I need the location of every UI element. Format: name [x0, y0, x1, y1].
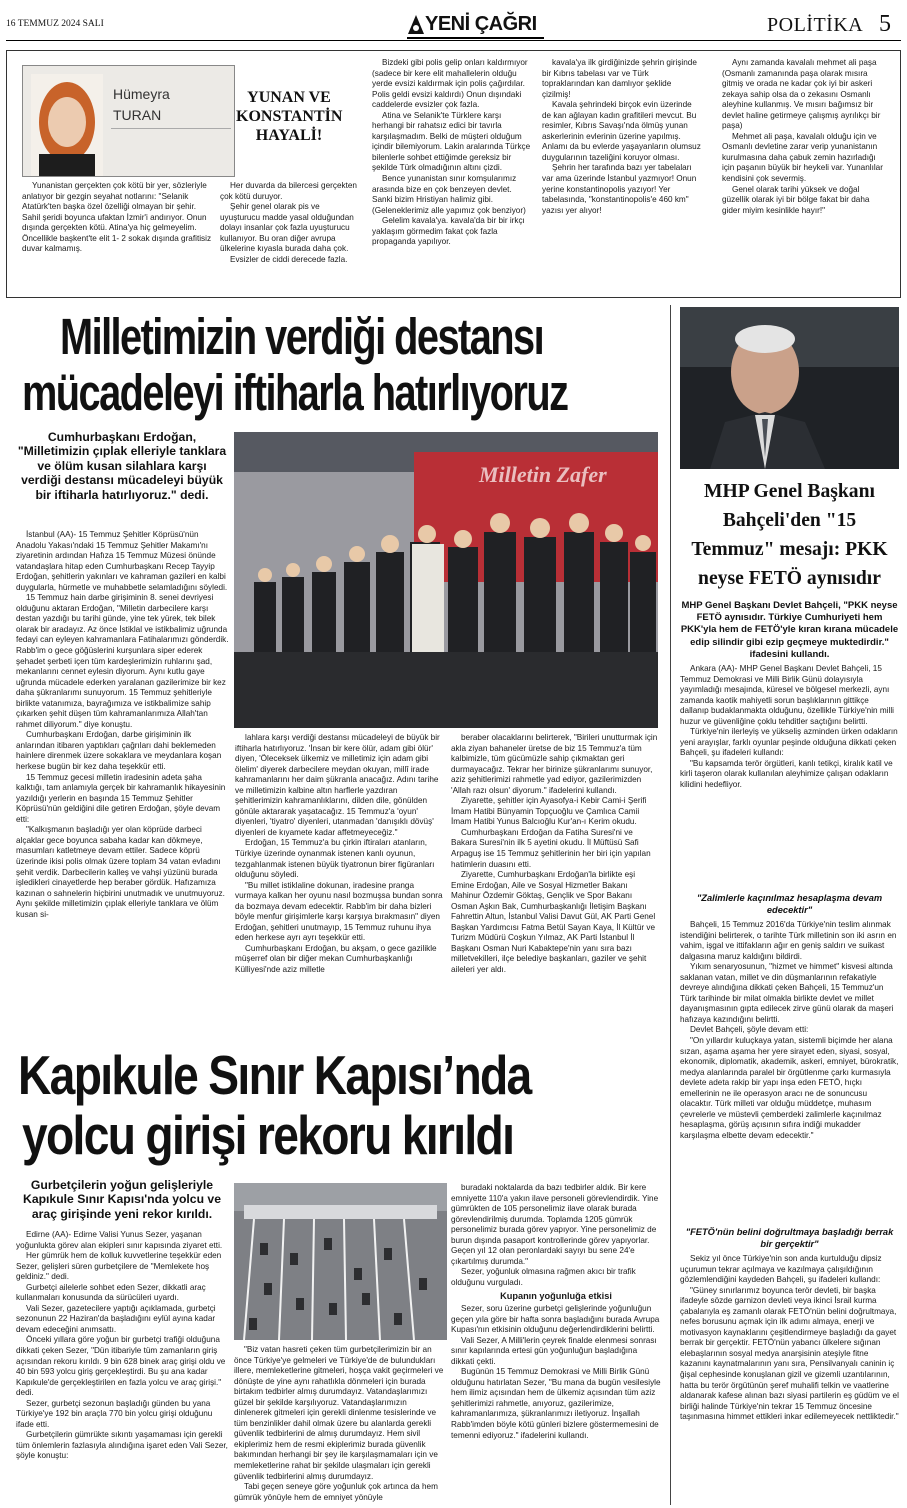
article1-headline-line2: mücadeleyi iftiharla hatırlıyoruz — [22, 364, 568, 421]
author-name-rule — [111, 128, 231, 129]
paragraph: Erdoğan, 15 Temmuz'a bu çirkin iftiraları atanların, Türkiye üzerinde oynanmak istenen kanlı oyunun, tezgahlanmak istenen büyük tiyatronun birer figüranları olduğunu söyledi. — [235, 838, 435, 880]
article2-text-col1 — [16, 1230, 228, 1505]
paragraph: Bahçeli, 15 Temmuz 2016'da Türkiye'nin teslim alınmak istendiğini belirterek, o tarihte Türk milletinin son iki asrın en vahim, işgal ve ittifakların ağır en geniş saldırı ve suikast dalgasına maruz kaldığını bildirdi. — [680, 920, 897, 961]
author-photo-box — [22, 65, 235, 177]
paragraph: Ankara (AA)- MHP Genel Başkanı Devlet Bahçeli, 15 Temmuz Demokrasi ve Milli Birlik Günü dolayısıyla yayımladığı mesajında, küresel ve bölgesel merkezli, aynı zamanda kaotik mahiyetli sorun başlıklarının gittikçe dallanıp budaklanmakta olduğunu, özellikle Türkiye'nin milli huzur ve güvenliğine çoklu tehditler saçtığını belirtti. — [680, 664, 894, 726]
author-first-name: Hümeyra — [113, 86, 170, 102]
paragraph: lahlara karşı verdiği destansı mücadeleyi de büyük bir iftiharla hatırlıyoruz. 'İnsan bir kere ölür, adam gibi ölür' diyen, 'Öleceksek ülkemiz ve milletimiz için adam gibi ölelim' diyerek darbecilere meydan okuyan, millî irade kahramanlarını her daim şükranla anacağız. Adını tarihe ve milletimizin kalbine altın harflerle yazdıran şehitlerimizin kahramanlıklarını, dilden dile, gönülden gönüle aktararak yaşatacağız. 15 Temmuz'a 'oyun' diyenleri, 'tiyatro' diyenleri, utanmadan 'danışıklı dövüş' diyenleri de kıyamete kadar affetmeyeceğiz." — [235, 733, 440, 837]
article3-subhead2: "FETÖ'nün belini doğrultmaya başladığı berrak bir gerçektir" — [685, 1227, 894, 1249]
paragraph: Sezer, gurbetçi sezonun başladığı günden bu yana Türkiye'ye 192 bin araçla 770 bin yolcu girişi olduğunu ifade etti. — [16, 1398, 213, 1429]
article2-deck: Gurbetçilerin yoğun gelişleriyle Kapıkule Sınır Kapısı'nda yolcu ve araç girişinde yeni rekor kırıldı. — [23, 1178, 221, 1221]
paragraph: Tabi geçen seneye göre yoğunluk çok artınca da hem gümrük yönüyle hem de emniyet yönüyle — [234, 1482, 438, 1502]
column-text-col2 — [220, 181, 358, 295]
author-last-name: TURAN — [113, 107, 162, 123]
paragraph: 15 Temmuz hain darbe girişiminin 8. senei devriyesi olduğunu aktaran Erdoğan, "Milletin darbecilere karşı destan yazdığı bu tarihi günde, yine tek yürek, tek bilek olarak bir aradayız. Az önce İstiklal ve istikbalimiz uğrunda fedayi can eyleyen kahramanlara Fatihalarımızı gönderdik. Rabb'im o gece göğüslerini kurşunlara siper ederek şehadet şerbeti içen tüm kardeşlerimizin ruhlarını şad, mekanlarını cennet eylesin diyorum. Aynı kutlu gaye uğrunda mücadele ederken yaralanan gazilerimize bir kez daha şükranlarımı sunuyorum. 15 Temmuz şehitleriyle birlikte vatanımıza, bayrağımıza ve istikbalimize sahip çıkarken şehit düşen tüm kahramanlarımıza Allah'tan rahmet diliyorum." diye konuştu. — [16, 593, 229, 729]
paragraph: Gurbetçilerin gümrükte sıkıntı yaşamaması için gerekli tüm önlemlerin fazlasıyla alındığına işaret eden Vali Sezer, şöyle konuştu: — [16, 1430, 228, 1461]
paragraph: Edirne (AA)- Edirne Valisi Yunus Sezer, yaşanan yoğunlukta görev alan ekipleri sınır kapısında ziyaret etti. — [16, 1230, 223, 1250]
article3-subhead1: "Zalimlerle kaçınılmaz hesaplaşma devam edecektir" — [696, 893, 883, 915]
bahceli-portrait — [680, 307, 899, 469]
column-title: YUNAN VE KONSTANTİN HAYALİ! — [236, 89, 343, 144]
article3-text-body3 — [680, 1254, 899, 1505]
paragraph: Ziyarette, şehitler için Ayasofya-i Kebir Cami-i Şerifi İmam Hatibi Bünyamin Topçuoğlu ve Çamlıca Camii İmam Hatibi Yunus Balcıoğlu Kur'an-ı Kerim okudu. — [451, 796, 647, 827]
article2-subhead: Kupanın yoğunluğa etkisi — [500, 1291, 612, 1302]
paragraph: Şehir genel olarak pis ve uyuşturucu madde yasal olduğundan dolayı insanlar çok fazla uyuşturucu kullanıyor. Bu oran diğer avrupa ülkelerine kıyasla burada daha çok. — [220, 202, 354, 254]
paragraph: Cumhurbaşkanı Erdoğan, darbe girişiminin ilk anlarından itibaren yaptıkları çağrıları dahi beklemeden hainlere direnmek üzere sokaklara ve meydanlara koşan herkese bugün bir kez daha teşekkür etti. — [16, 730, 222, 772]
logo-underline — [407, 37, 544, 39]
column-text-col1 — [22, 181, 216, 295]
article1-text-col2 — [235, 733, 443, 1036]
paragraph: Gelelim kavala'ya. kavala'da bir bir irkçı yaklaşım görmedim fakat çok fazla propaganda yapılıyor. — [372, 216, 525, 247]
article1-text-col1 — [16, 530, 230, 1036]
article3-headline: MHP Genel Başkanı Bahçeli'den "15 Temmuz" mesajı: PKK neyse FETÖ aynısıdır — [691, 481, 888, 589]
paragraph: "Bu kapsamda terör örgütleri, kanlı tetikçi, kiralık katil ve kirli taşeron olarak kullanılan aleyhimize çalışan odakların kilidini hedefliyor. — [680, 758, 893, 790]
article2-photo — [234, 1183, 447, 1340]
column-text-col4 — [542, 58, 702, 295]
paragraph: Devlet Bahçeli, şöyle devam etti: — [690, 1025, 809, 1035]
column-text-col5 — [722, 58, 886, 295]
column-text-col3 — [372, 58, 532, 295]
paragraph: Şehrin her tarafında bazı yer tabelaları var ama üzerinde İstanbul yazmıyor! Onun yerine konstantinopolis yazıyor! Yer tabelasında, "konstantinopolis'e 460 km" yazısı yer alıyor! — [542, 163, 697, 215]
header-rule — [6, 40, 901, 41]
paragraph: Cumhurbaşkanı Erdoğan da Fatiha Suresi'ni ve Bakara Suresi'nin ilk 5 ayetini okudu. İl Müftüsü Safi Arpaguş ise 15 Temmuz şehitlerinin her biri için yapılan hatimlerin duasını etti. — [451, 827, 651, 869]
article1-headline-line1: Milletimizin verdiği destansı — [60, 308, 544, 365]
border-gate-photo — [234, 1183, 447, 1340]
paragraph: Sezer, yoğunluk olmasına rağmen akıcı bir trafik olduğunu vurguladı. — [451, 1267, 636, 1287]
paragraph: Atina ve Selanik'te Türklere karşı herhangi bir rahatsız edici bir tavırla karşılaşmadım. Belki de müşteri olduğum içindir bilemiyorum. Lakin aralarında Türkçe bilenlerle sohbet ettiğimde gereksiz bir şekilde Türk olmadığının altını çizdi. — [372, 110, 531, 173]
paragraph: Türkiye'nin ilerleyiş ve yükseliş azminden ürken odakların yeni arayışlar, farklı oyunlar peşinde olduğuna dikkati çeken Bahçeli, şu ifadeleri kullandı: — [680, 727, 898, 758]
article1-deck: Cumhurbaşkanı Erdoğan, "Milletimizin çıplak elleriyle tanklara ve ölüm kusan silahlara karşı verdiği destansı mücadeleyi büyük bir iftiharla hatırlıyoruz." dedi. — [17, 430, 227, 502]
paragraph: Evsizler de ciddi derecede fazla. — [230, 254, 348, 264]
paragraph: Önceki yıllara göre yoğun bir gurbetçi trafiği olduğuna dikkati çeken Sezer, "Dün itibariyle tüm zamanların giriş açısından rekoru kırıldı. 9 bin 628 binek araç girişi oldu ve 40 bin 593 yolcu giriş gerçekleştirdi. Bu şu ana kadar Kapıkule'de gerçekleştirilen en fazla yolcu ve araç girişi." dedi. — [16, 1335, 226, 1398]
paragraph: Yıkım senaryosunun, "hizmet ve himmet" kisvesi altında saklanan vatan, millet ve din düşmanlarının refakatiyle devreye alındığına dikkati çeken Bahçeli, 15 Temmuz'un Türk tarihinde bir milat olmakla birlikte devlet ve millet dayanışmasının gıpta edilecek zirve günü olarak da maşeri hafızaya kazındığını belirtti. — [680, 962, 894, 1024]
paragraph: Aynı zamanda kavalalı mehmet ali paşa (Osmanlı zamanında paşa olarak mısıra gitmiş ve orada ne kadar çok iyi bir askeri zekaya sahip olsa da o zekasını Osmanlı aleyhine kullanmış. Ve mısırı bağımsız bir devlet haline getirmeye çalışmış ayrılıkçı bir paşa) — [722, 58, 881, 131]
article3-divider — [670, 305, 671, 1505]
article1-text-col3 — [451, 733, 659, 1036]
paragraph: "Güney sınırlarımız boyunca terör devleti, bir başka ifadeyle sözde garnizon devleti veya ikinci İsrail kurma çabalarıyla eş zamanlı olarak FETÖ'nün belini doğrultmaya, nefes borusunu açmak için ilk adımı almaya, enerji ve motivasyon kaynaklarını çeşitlendirmeye başladığı da gayet berrak bir gerçektir. FETÖ'nün yabancı ülkelere sığınan elebaşlarının sosyal medya anarşisinin ateşiyle fitne kazanını kaynatmalarının yanı sıra, Pensilvanyalı caninin iç ğişal cephesinde konuşlanan gizil ve gizemli uzantılarının, hatta bu terör örgütünün şeref muhalifi telkin ve vaatlerine aldanarak kafese alınan bazı siyasi partilerin eş güdüm ve el birliği halinde Türkiye'nin tekrar 15 Temmuz öncesine taşınmasına himmet ettikleri inkar edilemeyecek nettliktedir." — [680, 1285, 899, 1422]
paragraph: İstanbul (AA)- 15 Temmuz Şehitler Köprüsü'nün Anadolu Yakası'ndaki 15 Temmuz Şehitler Makamı'nı ziyaretinin ardından Hafıza 15 Temmuz Müzesi önünde vatandaşlara hitap eden Cumhurbaşkanı Recep Tayyip Erdoğan, şehitlerin yakınları ve kahraman gazileri en kalbi duygularla, hürmetle ve muhabbetle selamladığını söyledi. — [16, 530, 228, 592]
paragraph: "Bu millet istiklaline dokunan, iradesine pranga vurmaya kalkan her oyunu nasıl bozmuşsa bundan sonra da bozmaya devam edecektir. Rabb'im bir daha bizleri böyle menfur girişimlerle karşı karşıya bırakmasın" diyen Erdoğan, şehitleri unutmayıp, 15 Temmuz ruhunu ihya eden herkese ayrı ayrı teşekkür etti. — [235, 880, 443, 943]
paragraph: Bizdeki gibi polis gelip onları kaldırmıyor (sadece bir kere elit mahallelerin olduğu yerde evsizi kaldırmak için polis çağırdılar. Polis geldi evsizi kaldırdı) Onun dışındaki caddelerde evsizler çok fazla. — [372, 58, 528, 110]
paragraph: "Kalkışmanın başladığı yer olan köprüde darbeci alçaklar gece boyunca sabaha kadar kan dökmeye, masumları katletmeye devam ettiler. Sadece köprü üzerinde ikisi polis olmak üzere toplam 34 vatan evladını şehit verdik. Darbecilerin kalleş ve vahşi yüzünü burada işledikleri cinayetlerde hep beraber gördük. Hafızamıza kazınan o sahnelerin hiçbirini unutmadık ve unutmuyoruz. Aynı şekilde milletimizin çıplak elleriyle tanklara ve ölüm kusan si- — [16, 825, 225, 919]
paragraph: Her duvarda da bilercesi gerçekten çok kötü duruyor. — [220, 181, 357, 201]
article2-headline-line2: yolcu girişi rekoru kırıldı — [22, 1104, 514, 1166]
paragraph: 15 Temmuz gecesi milletin iradesinin adeta şaha kalktığı, tam anlamıyla gerçek bir kahramanlık hikayesinin yazıldığı yerlerin en başında 15 Temmuz Şehitler Köprüsü'nün geldiğini dile getiren Erdoğan, şöyle devam etti: — [16, 772, 226, 824]
article2-text-col3 — [451, 1183, 661, 1505]
paragraph: Vali Sezer, A Milli'lerin çeyrek finalde elenmesi sonrası sınır kapılarında ertesi gün yoğunluğun başladığına dikkati çekti. — [451, 1335, 657, 1366]
paragraph: Vali Sezer, gazetecilere yaptığı açıklamada, gurbetçi sezonunun 22 Haziran'da başladığını eylül ayına kadar devam edeceğini anımsattı. — [16, 1303, 216, 1334]
paragraph: Kavala şehrindeki birçok evin üzerinde de kan ağlayan kadın grafitileri mevcut. Bu resimler, Kıbrıs Savaşı'nda ölmüş yunan askerlerinin evlerinin üzerine yapılmış. Anlamı da bu evlerde yaşayanların olumsuz duygularının tazeliğini koruyor olması. — [542, 100, 701, 162]
paragraph: kavala'ya ilk girdiğinizde şehrin girişinde bir Kıbrıs tabelası var ve Türk topraklarından kan damlıyor şeklide çizilmiş! — [542, 58, 697, 99]
article3-text-body1 — [680, 664, 899, 790]
paragraph: Yunanistan gerçekten çok kötü bir yer, sözleriyle anlatıyor bir gezgin seyahat notlarını: "Selanik Atatürk'ten başka özel özelliği olmayan bir şehir. Sahil şeridi boyunca ufaktan İzmir'i andırıyor. Onun dışında gerçekten kötü. Atina'ya hiç gelmeyelim. Öncellikle başkent'te elit 1- 2 sokak dışında grafitisiz duvar kalmamış. — [22, 181, 212, 254]
logo-text: YENİ ÇAĞRI — [425, 13, 537, 35]
issue-date: 16 TEMMUZ 2024 SALI — [6, 19, 104, 29]
article3-text-body2 — [680, 920, 899, 1220]
paragraph: Mehmet ali paşa, kavalalı olduğu için ve Osmanlı devletine zarar verip yunanistanın kurulmasına daha çabuk zemin hazırladığı için paşanın büyük bir heykeli var. Yunanlılar kendisini çok severmiş. — [722, 131, 883, 184]
section-title: POLİTİKA — [767, 14, 864, 36]
article3-deck: MHP Genel Başkanı Devlet Bahçeli, "PKK neyse FETÖ aynısıdır. Türkiye Cumhuriyeti hem PKK'yla hem de FETÖ'yle kıran kırana mücadele edip silindir gibi ezip geçmeye muktedirdir." ifadesini kullandı. — [680, 600, 899, 660]
logo-mark-icon — [407, 14, 425, 36]
paragraph: Genel olarak tarihi yüksek ve doğal güzellik olarak iyi bir bölge fakat bir daha gider miyim kesinlikle hayır!" — [722, 184, 870, 215]
paragraph: Ziyarette, Cumhurbaşkanı Erdoğan'la birlikte eşi Emine Erdoğan, Aile ve Sosyal Hizmetler Bakanı Mahinur Özdemir Göktaş, Gençlik ve Spor Bakanı Osman Aşkın Bak, Cumhurbaşkanlığı İletişim Başkanı Fahrettin Altun, İstanbul Valisi Davut Gül, AK Parti Genel Başkan Yardımcısı Fatma Betül Sayan Kaya, İl Kültür ve Turizm Müdürü Coşkun Yılmaz, AK Parti İstanbul İl Başkanı Osman Nuri Kabaktepe'nin yanı sıra bazı milletvekilleri, ilçe belediye başkanları, gaziler ve şehit aileleri yer aldı. — [451, 870, 656, 975]
article2-headline-line1: Kapıkule Sınır Kapısı’nda — [18, 1044, 531, 1106]
paragraph: Bugünün 15 Temmuz Demokrasi ve Milli Birlik Günü olduğunu hatırlatan Sezer, "Bu mana da bugün vesilesiyle hem ilimiz açısından hem de ülkemiz açısından tüm aziz şehitlerimizi rahmetle, anıyoruz, gazilerimize, kahramanlarımıza, şükranlarımızı iletiyoruz. İnşallah Rabb'imden böyle kötü günleri bizlere göstermemesini de temenni ediyoruz." ifadelerini kullandı. — [451, 1367, 661, 1440]
page-number: 5 — [879, 11, 891, 37]
article1-photo — [234, 432, 658, 728]
paragraph: Sezer, soru üzerine gurbetçi gelişlerinde yoğunluğun geçen yıla göre bir hafta sonra başladığını burada Avrupa Kupası'nın etkisinin olduğunu değerlendirdiklerini belirtti. — [451, 1304, 660, 1335]
paragraph: "On yıllardır kuluçkaya yatan, sistemli biçimde her alana sızan, aşama aşama her yere sirayet eden, siyasi, sosyal, ekonomik, diplomatik, akademik, askeri, emniyet, bürokratik, medya alanlarında paralel bir örgütlenme çarkı kurmasıyla devlete adeta rakip bir yapı inşa eden FETÖ, hıçkı emellerinin ne ile operasyon aracı ne de sonuncusu olacaktır. Türk milleti var olduğu müddetçe, muhasım çevrelerle ve müstevli çemberdeki zalimlerle kaçınılmaz hesaplaşma, görüş açısının sıfıra indiği mukadder karşılaşma elbette devam edecektir." — [680, 1036, 899, 1140]
photo-banner-text: Milletin Zafer — [479, 462, 607, 487]
paragraph: Her gümrük hem de kolluk kuvvetlerine teşekkür eden Sezer, gelişleri süren gurbetçilere de "Memlekete hoş geldiniz." dedi. — [16, 1251, 222, 1282]
paragraph: "Biz vatan hasreti çeken tüm gurbetçilerimizin bir an önce Türkiye'ye gelmeleri ve Türkiye'de de bulundukları illere, memleketlerine gitmeleri, hoşça vakit geçirmeleri ve dönüşte de yine aynı rahatlıkla dönmeleri için burada birtakım tedbirler almış durumdayız. Vatandaşlarımızı güzel bir şekilde karşılıyoruz. Vatandaşlarımızın dinlenerek gitmeleri için gerekli dinlenme tesislerinde ve tüm benzinlikler dahil olmak üzere bu alanlarda gerekli güvenlik tedbirlerini de almış durumdayız. Hem sivil ekiplerimiz hem de resmi ekiplerimiz burada güvenlik bakımından herhangi bir şey ile karşılaşmamaları için ve memleketlerine rahat bir şekilde ulaşmaları için gerekli güvenlik tedbirlerini almış durumdayız. — [234, 1345, 444, 1481]
article2-text-col2 — [234, 1345, 446, 1505]
paragraph: Bence yunanistan sınır komşularımız arasında bize en çok benzeyen devlet. Sanki bizim Hristiyan halimiz gibi. (Geleneklerimiz alle yapımız çok benziyor) — [372, 174, 526, 215]
article3-photo — [680, 307, 899, 469]
author-portrait — [31, 74, 103, 176]
paragraph: buradaki noktalarda da bazı tedbirler aldık. Bir kere emniyette 110'a yakın ilave personeli görevlendirdik. Yine gümrükten de 105 personelimiz ilave olarak burada görevlendirilmiş durumda. Toplamda 1205 gümrük personelimiz burada görev yapıyor. Yine personelimiz de burun dışında pasaport kontrollerinde görev yapıyorlar. Geçen yıl 12 olan peronlardaki sayıyı bu sene 24'e çıkartılmış durumda." — [451, 1183, 659, 1266]
paragraph: Gurbetçi ailelerle sohbet eden Sezer, dikkatli araç kullanmaları konusunda da sürücüleri uyardı. — [16, 1282, 206, 1303]
paragraph: Cumhurbaşkanı Erdoğan, bu akşam, o gece gazilikle müşerref olan bir diğer mekan Cumhurbaşkanlığı Külliyesi'nde aziz milletle — [235, 943, 437, 975]
paragraph: Sekiz yıl önce Türkiye'nin son anda kurtulduğu dipsiz uçurumun tekrar açılmaya ve kazılmaya çalışıldığının gözlemlendiğini kaydeden Bahçeli, şu ifadeleri kullandı: — [680, 1254, 882, 1285]
paragraph: beraber olacaklarını belirterek, "Birileri unutturmak için akla ziyan bahaneler üretse de biz 15 Temmuz'a tüm kalbimizle, tüm gücümüzle sahip çıkmaktan geri durmayacağız. Tekrar her birinize şükranlarımı sunuyor, aziz şehitlerimizi rahmetle yad ediyor, gazilerimizden 'Allah razı olsun' diyorum." ifadelerini kullandı. — [451, 733, 658, 795]
